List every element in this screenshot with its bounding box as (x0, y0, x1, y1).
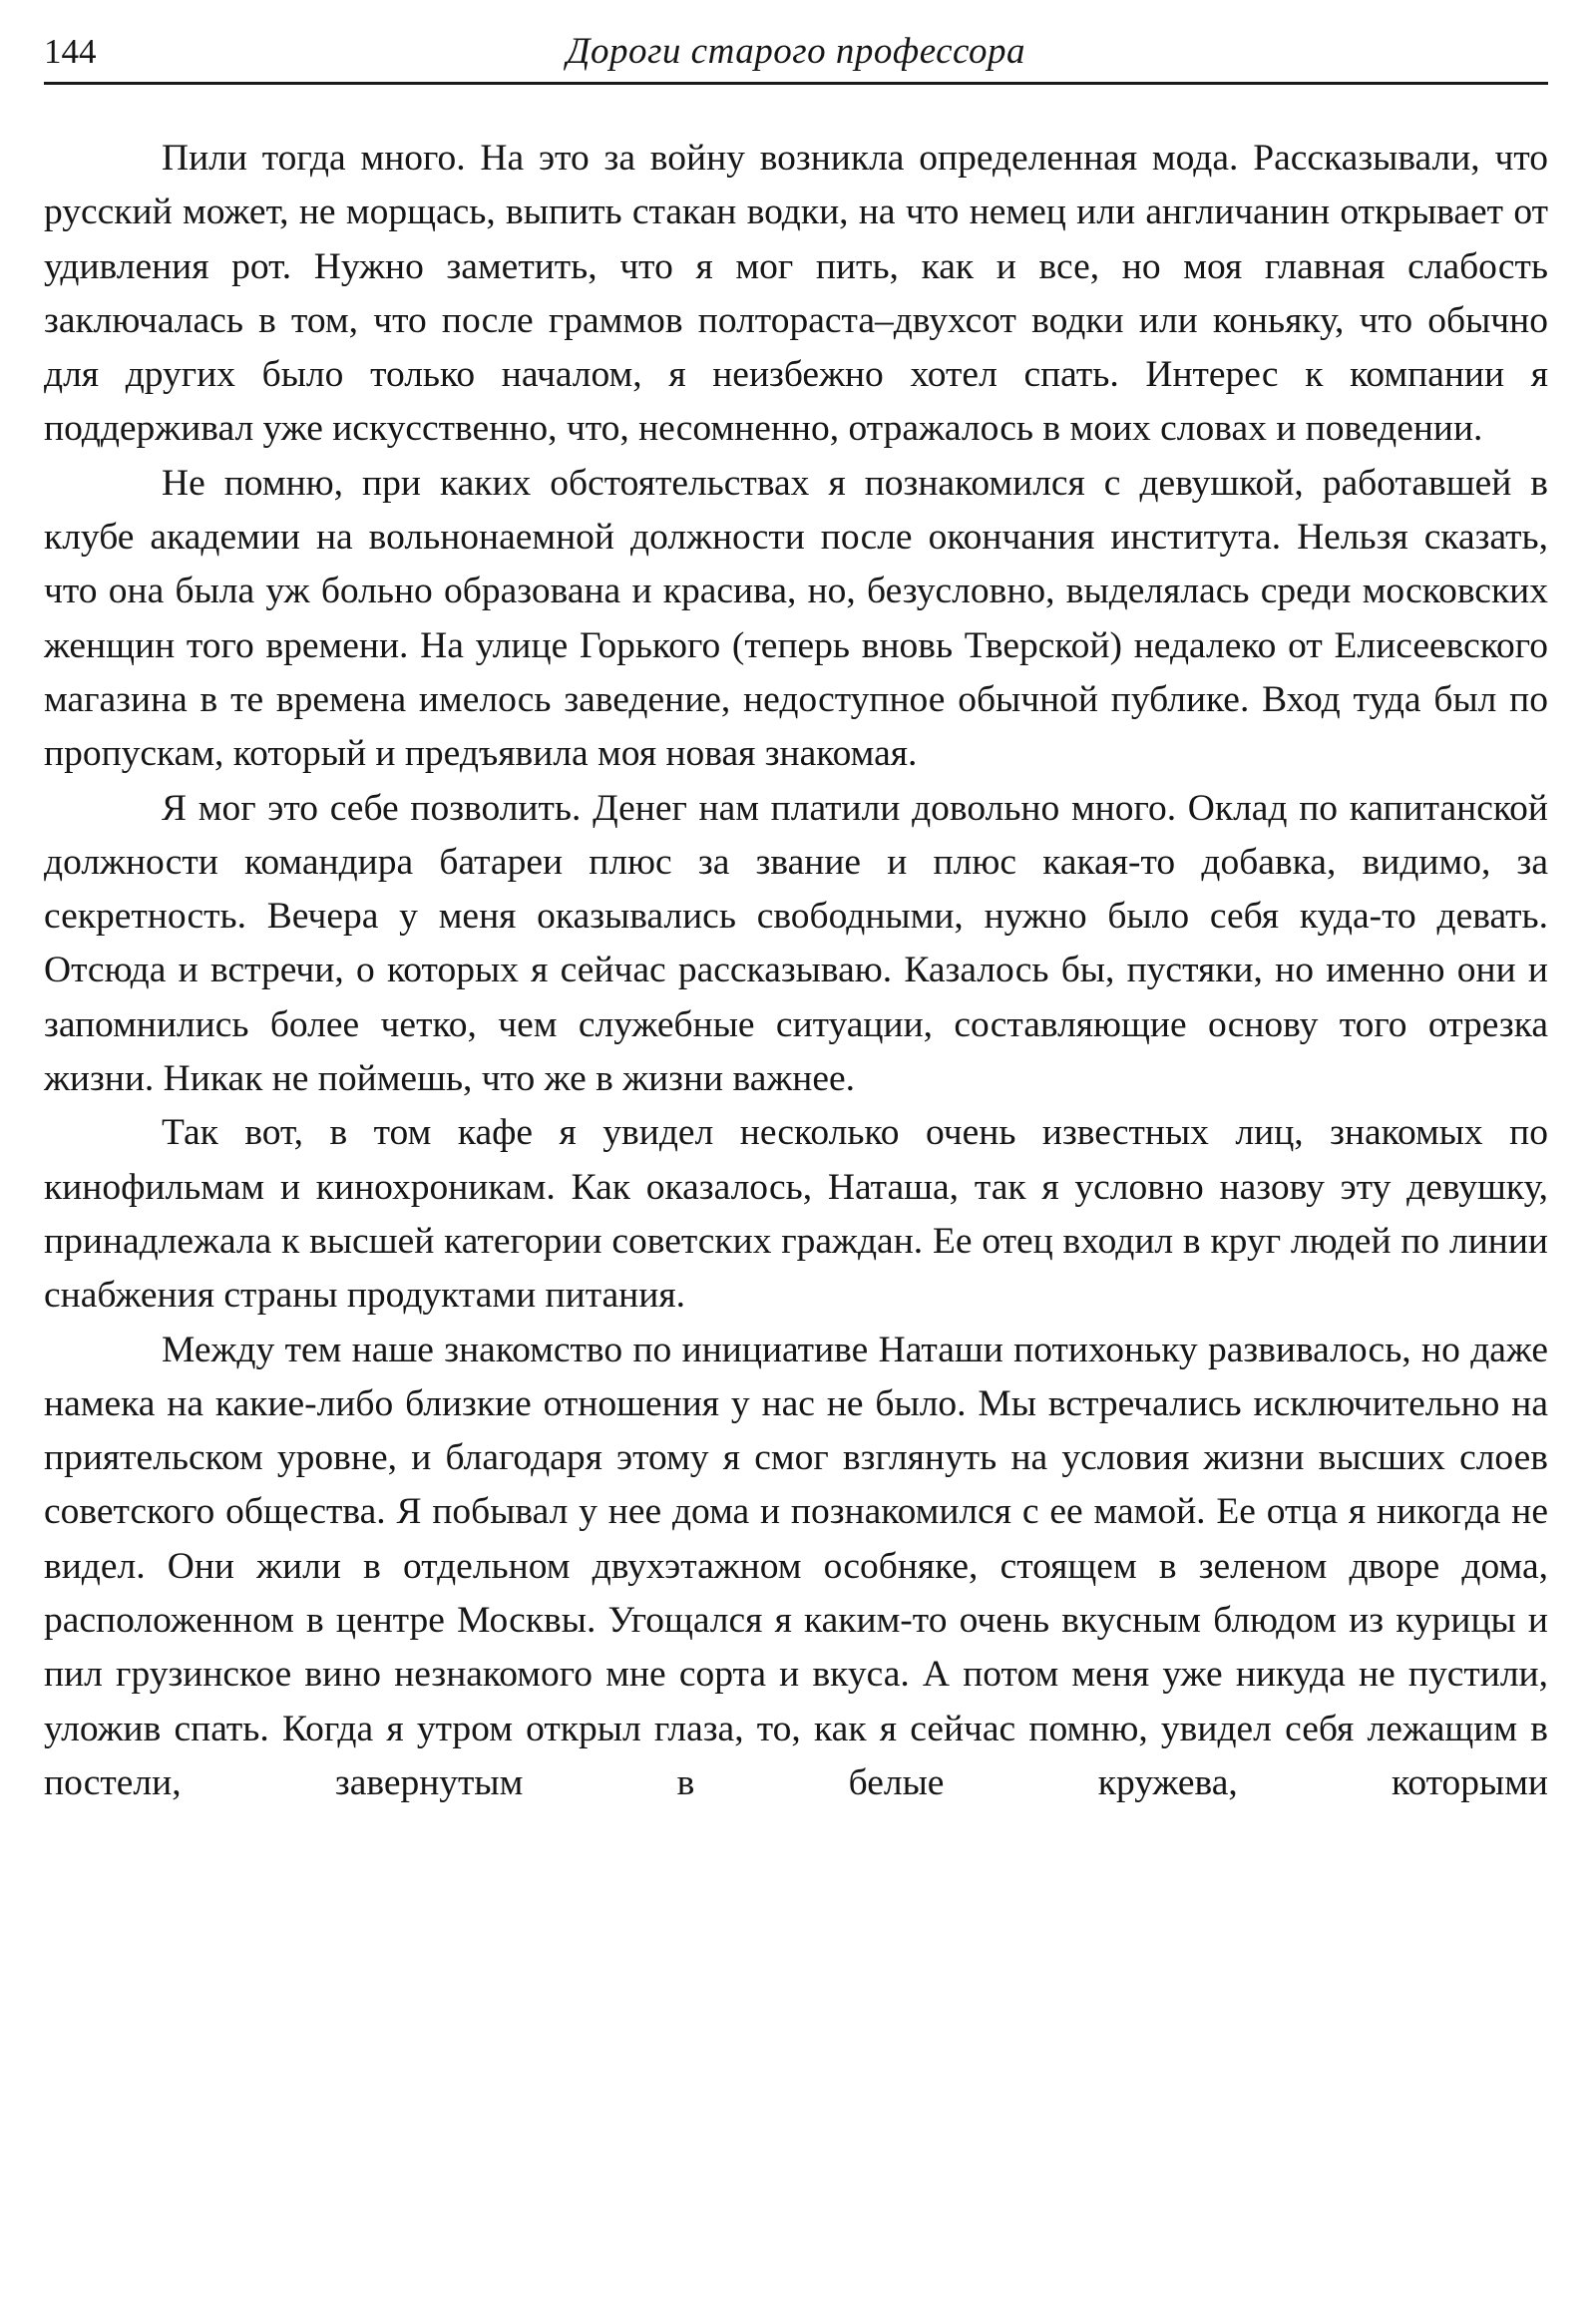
page-header (44, 24, 1548, 85)
body-text (44, 132, 1548, 1810)
running-title: Дороги старого профессора (566, 31, 1026, 72)
page-number: 144 (44, 32, 97, 71)
paragraph: Пили тогда много. На это за войну возникла определенная мода. Рассказывали, что русский может, не морщась, выпить стакан водки, на что немец или англичанин открывает от удивления рот. Нужно заметить, что я мог пить, как и все, но моя главная слабость заключалась в том, что после граммов полтораста–двухсот водки или коньяку, что обычно для других было только началом, я неизбежно хотел спать. Интерес к компании я поддерживал уже искусственно, что, несомненно, отражалось в моих словах и поведении. (44, 138, 1548, 450)
paragraph: Между тем наше знакомство по инициативе Наташи потихоньку развивалось, но даже намека на какие-либо близкие отношения у нас не было. Мы встречались исключительно на приятельском уровне, и благодаря этому я смог взглянуть на условия жизни высших слоев советского общества. Я побывал у нее дома и познакомился с ее мамой. Ее отца я никогда не видел. Они жили в отдельном двухэтажном особняке, стоящем в зеленом дворе дома, расположенном в центре Москвы. Угощался я каким-то очень вкусным блюдом из курицы и пил грузинское вино незнакомого мне сорта и вкуса. А потом меня уже никуда не пустили, уложив спать. Когда я утром открыл глаза, то, как я сейчас помню, увидел себя лежащим в постели, завернутым в белые кружева, которыми (44, 1329, 1548, 1803)
paragraph: Я мог это себе позволить. Денег нам платили довольно много. Оклад по капитанской должности командира батареи плюс за звание и плюс какая-то добавка, видимо, за секретность. Вечера у меня оказывались свободными, нужно было себя куда-то девать. Отсюда и встречи, о которых я сейчас рассказываю. Казалось бы, пустяки, но именно они и запомнились более четко, чем служебные ситуации, составляющие основу того отрезка жизни. Никак не поймешь, что же в жизни важнее. (44, 787, 1548, 1100)
paragraph: Так вот, в том кафе я увидел несколько очень известных лиц, знакомых по кинофильмам и кинохроникам. Как оказалось, Наташа, так я условно назову эту девушку, принадлежала к высшей категории советских граждан. Ее отец входил в круг людей по линии снабжения страны продуктами питания. (44, 1112, 1548, 1317)
paragraph: Не помню, при каких обстоятельствах я познакомился с девушкой, работавшей в клубе академии на вольнонаемной должности после окончания института. Нельзя сказать, что она была уж больно образована и красива, но, безусловно, выделялась среди московских женщин того времени. На улице Горького (теперь вновь Тверской) недалеко от Елисеевского магазина в те времена имелось заведение, недоступное обычной публике. Вход туда был по пропускам, который и предъявила моя новая знакомая. (44, 462, 1548, 775)
